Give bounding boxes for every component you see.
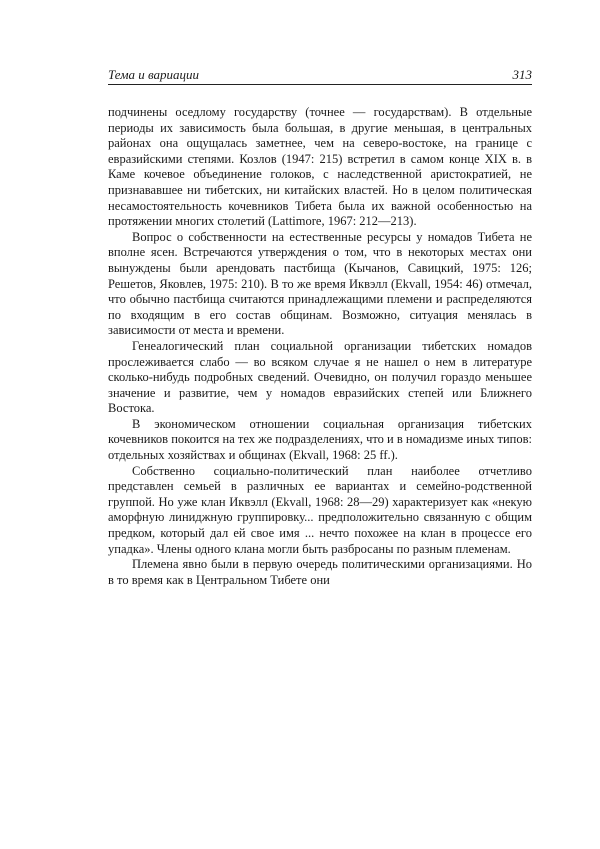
- page-number: 313: [512, 67, 532, 82]
- paragraph-4: В экономическом отношении социальная организация тибетских кочевников покоится на тех же подразделениях, что и в номадизме иных типов: отдельных хозяйствах и общинах (Ekvall, 1968: 25 ff.).: [108, 416, 532, 463]
- paragraph-3: Генеалогический план социальной организации тибетских номадов прослеживается слабо — во всяком случае я не нашел о нем в литературе сколько-нибудь подробных сведений. Очевидно, он получил гораздо меньшее значение и развитие, чем у номадов евразийских степей или Ближнего Востока.: [108, 338, 532, 416]
- paragraph-6: Племена явно были в первую очередь политическими организациями. Но в то время как в Центральном Тибете они: [108, 557, 532, 587]
- paragraph-5: Собственно социально-политический план наиболее отчетливо представлен семьей в различных ее вариантах и семейно-родственной группой. Но уже клан Иквэлл (Ekvall, 1968: 28—29) характеризует как «некую аморфную линиджную группировку... предположительно связанную с общим предком, который дал ей свое имя ... нечто похожее на клан в процессе его упадка». Члены одного клана могли быть разбросаны по разным племенам.: [108, 463, 532, 556]
- paragraph-1: подчинены оседлому государству (точнее — государствам). В отдельные периоды их зависимость была большая, в другие меньшая, в центральных районах она ощущалась заметнее, чем на северо-востоке, на границе с евразийскими степями. Козлов (1947: 215) встретил в самом конце XIX в. в Каме кочевое объединение голоков, с наследственной аристократией, не признававшее ни тибетских, ни китайских властей. Но в целом политическая несамостоятельность кочевников Тибета была их важной особенностью на протяжении многих столетий (Lattimore, 1967: 212—213).: [108, 105, 532, 229]
- body-text: [108, 105, 532, 588]
- paragraph-2: Вопрос о собственности на естественные ресурсы у номадов Тибета не вполне ясен. Встречаются утверждения о том, что в некоторых местах они вынуждены были арендовать пастбища (Кычанов, Савицкий, 1975: 126; Решетов, Яковлев, 1975: 210). В то же время Иквэлл (Ekvall, 1954: 46) отмечал, что обычно пастбища считаются принадлежащими племени и распределяются по входящим в его состав общинам. Возможно, ситуация менялась в зависимости от места и времени.: [108, 229, 532, 338]
- running-header: [108, 66, 532, 85]
- running-title: Тема и вариации: [108, 67, 200, 82]
